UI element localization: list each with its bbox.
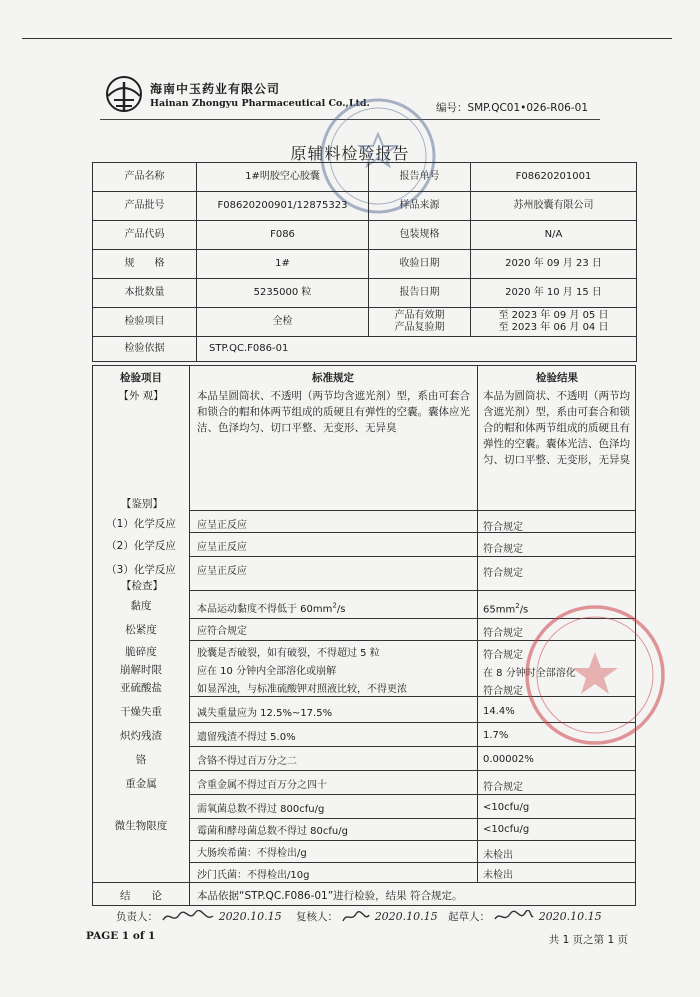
appearance-standard: 本品呈圆筒状、不透明（两节均含遮光剂）型，系由可套合和锁合的帽和体两节组成的质硬且有弹性的空囊。囊体应光洁、色泽均匀、切口平整、无变形、无异臭 — [197, 390, 470, 434]
chem3-result: 符合规定 — [483, 568, 523, 579]
micro-label: 微生物限度 — [114, 820, 168, 832]
mold-standard: 霉菌和酵母菌总数不得过 80cfu/g — [197, 826, 348, 837]
viscosity-standard: 本品运动黏度不得低于 $60mm^2/s$ — [197, 601, 346, 615]
chromium-standard: 含铬不得过百万分之二 — [197, 756, 297, 767]
reviewer-label: 复核人： — [296, 911, 338, 923]
batch-label: 产品批号 — [93, 192, 197, 221]
received-label: 收验日期 — [369, 250, 471, 279]
top-rule — [22, 38, 672, 39]
package-value: N/A — [471, 221, 637, 250]
reviewer-date: 2020.10.15 — [374, 910, 438, 923]
test-item-label: 检验项目 — [93, 308, 197, 337]
spec-label: 规 格 — [93, 250, 197, 279]
ecoli-result: 未检出 — [483, 850, 513, 861]
brittleness-label: 脆碎度 — [125, 646, 157, 658]
heavy-metal-result: 符合规定 — [483, 782, 523, 793]
salmonella-result: 未检出 — [483, 870, 513, 881]
package-label: 包装规格 — [369, 221, 471, 250]
company-name-cn: 海南中玉药业有限公司 — [150, 82, 281, 96]
reviewer-handwriting — [341, 910, 371, 924]
product-name-value: 1#明胶空心胶囊 — [197, 163, 369, 192]
info-table — [92, 162, 637, 362]
sulfite-result: 符合规定 — [483, 686, 523, 697]
aerobic-result: <10cfu/g — [483, 802, 530, 813]
report-date-label: 报告日期 — [369, 279, 471, 308]
aerobic-standard: 需氧菌总数不得过 800cfu/g — [197, 804, 325, 815]
chromium-label: 铬 — [135, 754, 147, 766]
viscosity-label: 黏度 — [130, 600, 152, 612]
spec-value: 1# — [197, 250, 369, 279]
chromium-result: 0.00002% — [483, 754, 534, 765]
appearance-label: 【外 观】 — [118, 390, 164, 402]
retest-label: 产品复验期 — [394, 322, 445, 333]
disintegration-result: 在 8 分钟时全部溶化 — [483, 668, 576, 679]
ignition-label: 炽灼残渣 — [120, 730, 162, 742]
identification-label: 【鉴别】 — [121, 498, 163, 510]
chem1-result: 符合规定 — [483, 522, 523, 533]
test-item-value: 全检 — [197, 308, 369, 337]
drying-standard: 减失重量应为 12.5%~17.5% — [197, 708, 333, 719]
responsible-date: 2020.10.15 — [218, 910, 282, 923]
batch-value: F08620200901/12875323 — [197, 192, 369, 221]
col-divider-2 — [477, 366, 478, 882]
ecoli-standard: 大肠埃希菌：不得检出/g — [197, 848, 307, 859]
code-label: 产品代码 — [93, 221, 197, 250]
validity-value-cell — [471, 308, 637, 337]
chem3-label: （3）化学反应 — [106, 564, 176, 576]
responsible-signature — [116, 909, 282, 924]
salmonella-standard: 沙门氏菌：不得检出/10g — [197, 870, 310, 881]
company-name-en: Hainan Zhongyu Pharmaceutical Co.,Ltd. — [150, 98, 370, 109]
sulfite-label: 亚硫酸盐 — [120, 682, 162, 694]
page-number-cn: 共 1 页之第 1 页 — [548, 934, 628, 946]
viscosity-result: $65mm^2/s$ — [483, 602, 529, 616]
drying-label: 干燥失重 — [120, 706, 162, 718]
disintegration-standard: 应在 10 分钟内全部溶化或崩解 — [197, 666, 337, 677]
source-value: 苏州胶囊有限公司 — [471, 192, 637, 221]
quantity-value: 5235000 粒 — [197, 279, 369, 308]
conclusion-text: 本品依据“STP.QC.F086-01”进行检验，结果 符合规定。 — [197, 890, 463, 902]
received-value: 2020 年 09 月 23 日 — [471, 250, 637, 279]
validity-label-cell — [369, 308, 471, 337]
tightness-result: 符合规定 — [483, 628, 523, 639]
tightness-label: 松紧度 — [125, 624, 157, 636]
col-standard-header: 标准规定 — [312, 372, 354, 384]
drying-result: 14.4% — [483, 706, 515, 717]
drafter-date: 2020.10.15 — [538, 910, 602, 923]
chem2-standard: 应呈正反应 — [197, 542, 247, 553]
supplier-seal-red — [520, 600, 670, 750]
heavy-metal-standard: 含重金属不得过百万分之四十 — [197, 780, 327, 791]
conclusion-label: 结 论 — [120, 890, 162, 902]
chem3-standard: 应呈正反应 — [197, 566, 247, 577]
document-number: 编号：SMP.QC01•026-R06-01 — [435, 102, 588, 114]
chem1-standard: 应呈正反应 — [197, 520, 247, 531]
drafter-label: 起草人： — [448, 911, 490, 923]
retest-value: 至 2023 年 06 月 04 日 — [498, 322, 609, 333]
company-logo-icon — [104, 74, 144, 114]
drafter-handwriting — [493, 910, 535, 924]
report-no-label: 报告单号 — [369, 163, 471, 192]
sulfite-standard: 如显浑浊，与标准硫酸钾对照液比较，不得更浓 — [197, 684, 407, 695]
brittleness-result: 符合规定 — [483, 650, 523, 661]
basis-label: 检验依据 — [93, 337, 197, 362]
chem2-label: （2）化学反应 — [106, 540, 176, 552]
col-item-header: 检验项目 — [120, 372, 162, 384]
ignition-standard: 遗留残渣不得过 5.0% — [197, 732, 296, 743]
page-title: 原辅料检验报告 — [290, 144, 410, 163]
check-label: 【检查】 — [121, 580, 163, 592]
tightness-standard: 应符合规定 — [197, 626, 247, 637]
basis-value: STP.QC.F086-01 — [197, 337, 637, 362]
chem2-result: 符合规定 — [483, 544, 523, 555]
ignition-result: 1.7% — [483, 730, 509, 741]
conclusion-row — [92, 882, 636, 906]
code-value: F086 — [197, 221, 369, 250]
quantity-label: 本批数量 — [93, 279, 197, 308]
drafter-signature — [448, 909, 602, 924]
responsible-handwriting — [161, 910, 215, 924]
mold-result: <10cfu/g — [483, 824, 530, 835]
reviewer-signature — [296, 909, 438, 924]
validity-label: 产品有效期 — [394, 310, 445, 321]
col-result-header: 检验结果 — [536, 372, 578, 384]
chem1-label: （1）化学反应 — [106, 518, 176, 530]
col-divider-1 — [189, 366, 190, 882]
product-name-label: 产品名称 — [93, 163, 197, 192]
validity-value: 至 2023 年 09 月 05 日 — [498, 310, 609, 321]
source-label: 样品来源 — [369, 192, 471, 221]
brittleness-standard: 胶囊是否破裂，如有破裂，不得超过 5 粒 — [197, 648, 380, 659]
disintegration-label: 崩解时限 — [120, 664, 162, 676]
report-no-value: F08620201001 — [471, 163, 637, 192]
report-date-value: 2020 年 10 月 15 日 — [471, 279, 637, 308]
page-number-en: PAGE 1 of 1 — [86, 930, 156, 942]
heavy-metal-label: 重金属 — [125, 778, 157, 790]
appearance-result: 本品为圆筒状、不透明（两节均含遮光剂）型，系由可套合和锁合的帽和体两节组成的质硬且有弹性的空囊。囊体光洁、色泽均匀、切口平整、无变形，无异臭 — [483, 390, 630, 466]
responsible-label: 负责人： — [116, 911, 158, 923]
